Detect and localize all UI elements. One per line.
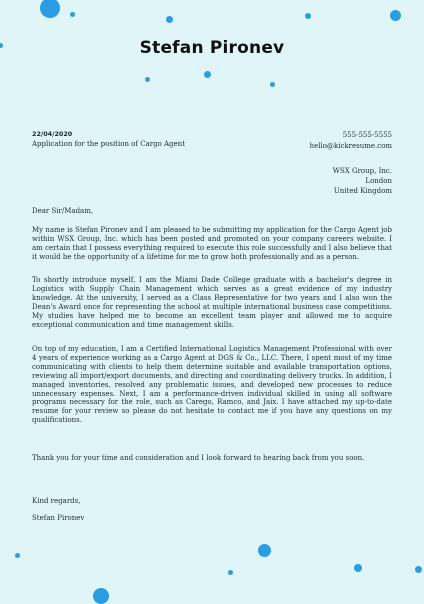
recipient-city: London — [365, 177, 392, 185]
decorative-dot — [70, 12, 75, 17]
decorative-dot — [15, 553, 20, 558]
decorative-dot — [166, 16, 173, 23]
email-address: hello@kickresume.com — [309, 142, 392, 150]
decorative-dot — [228, 570, 233, 575]
decorative-dot — [305, 13, 311, 19]
closing: Kind regards, — [32, 497, 81, 505]
letter-date: 22/04/2020 — [32, 130, 73, 138]
body-paragraph: Thank you for your time and consideration and I look forward to hearing back from you soon. — [32, 454, 365, 462]
recipient-country: United Kingdom — [333, 187, 392, 195]
decorative-dot — [204, 71, 211, 78]
body-paragraph: On top of my education, I am a Certified International Logistics Management Professional with over 4 years of experience working as a Cargo Agent at DGS & Co., LLC. There, I spent most of my time communicating with clients to help them determine suitable and available transportation options, reviewing all import/export documents, and directing and coordinating delivery trucks. In addition, I managed inventories, resolved any problematic issues, and developed new processes to reduce unnecessary expenses. Next, I am a performance-driven individual skilled in using all software programs necessary for the role, such as Carego, Ramco, and Jaix. I have attached my up-to-date resume for your review so please do not hesitate to contact me if you have any questions on my qualifications. — [32, 345, 392, 425]
signature-name: Stefan Pironev — [32, 514, 85, 522]
contact-info — [310, 130, 392, 152]
recipient-company: WSX Group, Inc. — [332, 167, 392, 175]
greeting: Dear Sir/Madam, — [32, 207, 94, 215]
body-paragraph: To shortly introduce myself, I am the Miami Dade College graduate with a bachelor's degree in Logistics with Supply Chain Management which serves as a great evidence of my industry knowledge. At the university, I served as a Class Representative for two years and I also won the Dean's Award once for representing the school at multiple international business case competitions. My studies have helped me to become an excellent team player and allowed me to acquire exceptional communication and time management skills. — [32, 276, 392, 329]
decorative-dot — [40, 0, 60, 18]
letter-subject: Application for the position of Cargo Agent — [32, 140, 186, 148]
body-paragraph: My name is Stefan Pironev and I am pleased to be submitting my application for the Cargo Agent job within WSX Group, Inc. which has been posted and promoted on your company careers website. I am certain that I possess everything required to execute this role successfully and I also believe that it would be the opportunity of a lifetime for me to grow both professionally and as a person. — [32, 226, 392, 261]
recipient-address — [333, 166, 392, 196]
decorative-dot — [145, 77, 150, 82]
decorative-dot — [390, 10, 401, 21]
decorative-dot — [258, 544, 271, 557]
decorative-dot — [93, 588, 109, 604]
decorative-dot — [354, 564, 362, 572]
applicant-name: Stefan Pironev — [139, 38, 285, 58]
phone-number: 555-555-5555 — [342, 131, 392, 139]
decorative-dot — [415, 566, 422, 573]
decorative-dot — [270, 82, 275, 87]
